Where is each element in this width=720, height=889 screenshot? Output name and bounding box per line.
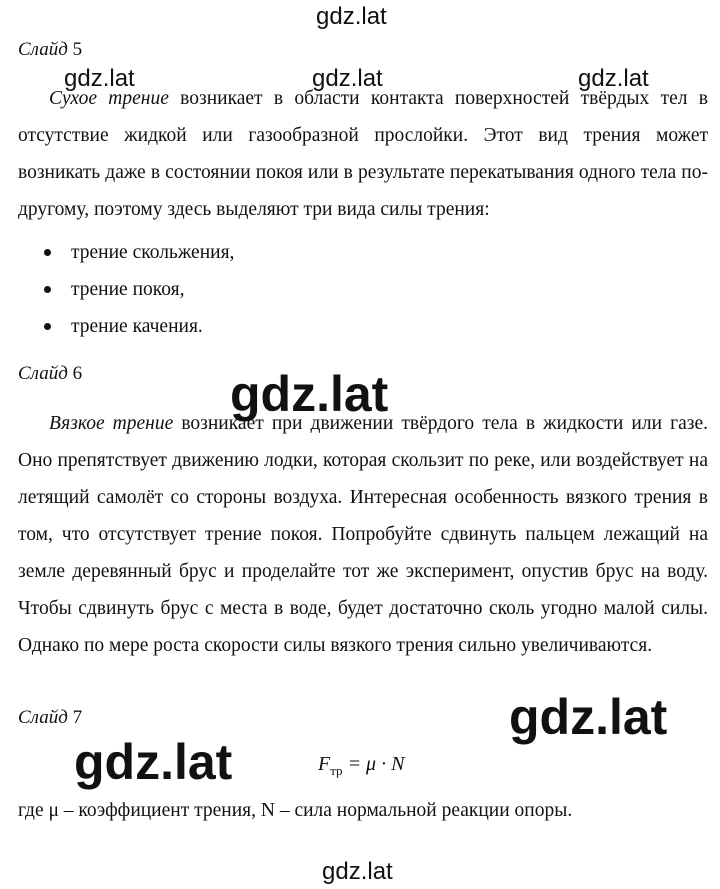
- term-viscous-friction: Вязкое трение: [49, 413, 174, 434]
- list-item: трение покоя,: [44, 271, 234, 308]
- list-item: трение качения.: [44, 308, 234, 345]
- slide-label-number: 7: [72, 707, 83, 728]
- watermark-center: gdz.lat: [312, 65, 383, 92]
- watermark-right: gdz.lat: [578, 65, 649, 92]
- paragraph-text: возникает при движении твёрдого тела в жидкости или газе. Оно препятствует движению лодки, которая скользит по реке, или воздействует на летящий самолёт со стороны воздуха. Интересная особенность вязкого трения в том, что отсутствует трение покоя. Попробуйте сдвинуть пальцем лежащий на земле деревянный брус и проделайте тот же эксперимент, опустив брус на воду. Чтобы сдвинуть брус с места в воде, будет достаточно сколь угодно малой силы. Однако по мере роста скорости силы вязкого трения сильно увеличиваются.: [18, 413, 708, 656]
- slide-6-paragraph: [18, 405, 708, 664]
- slide-5-label: [18, 39, 82, 61]
- formula-rhs: = μ · N: [342, 753, 405, 775]
- slide-label-word: Слайд: [18, 707, 68, 728]
- formula-explanation: где μ – коэффициент трения, N – сила нормальной реакции опоры.: [18, 800, 573, 821]
- paragraph-text: возникает в области контакта поверхностей твёрдых тел в отсутствие жидкой или газообразной прослойки. Этот вид трения может возникать даже в состоянии покоя или в результате перекатывания одного тела по-другому, поэтому здесь выделяют три вида силы трения:: [18, 88, 708, 220]
- friction-formula: [318, 753, 404, 779]
- slide-label-word: Слайд: [18, 39, 68, 60]
- slide-7-label: [18, 707, 82, 729]
- watermark-left: gdz.lat: [64, 65, 135, 92]
- formula-subscript: тр: [330, 763, 343, 778]
- slide-label-number: 5: [72, 39, 83, 60]
- watermark-large-middle: gdz.lat: [230, 366, 389, 422]
- slide-label-word: Слайд: [18, 363, 68, 384]
- slide-6-label: [18, 363, 82, 385]
- term-dry-friction: Сухое трение: [49, 88, 169, 109]
- watermark-top: gdz.lat: [316, 3, 387, 30]
- slide-5-paragraph: [18, 80, 708, 228]
- formula-force-symbol: F: [318, 753, 331, 775]
- watermark-bottom: gdz.lat: [322, 858, 393, 885]
- list-item: трение скольжения,: [44, 234, 234, 271]
- watermark-large-right: gdz.lat: [509, 689, 668, 745]
- friction-types-list: [44, 234, 234, 345]
- watermark-large-left: gdz.lat: [74, 734, 233, 790]
- slide-label-number: 6: [72, 363, 83, 384]
